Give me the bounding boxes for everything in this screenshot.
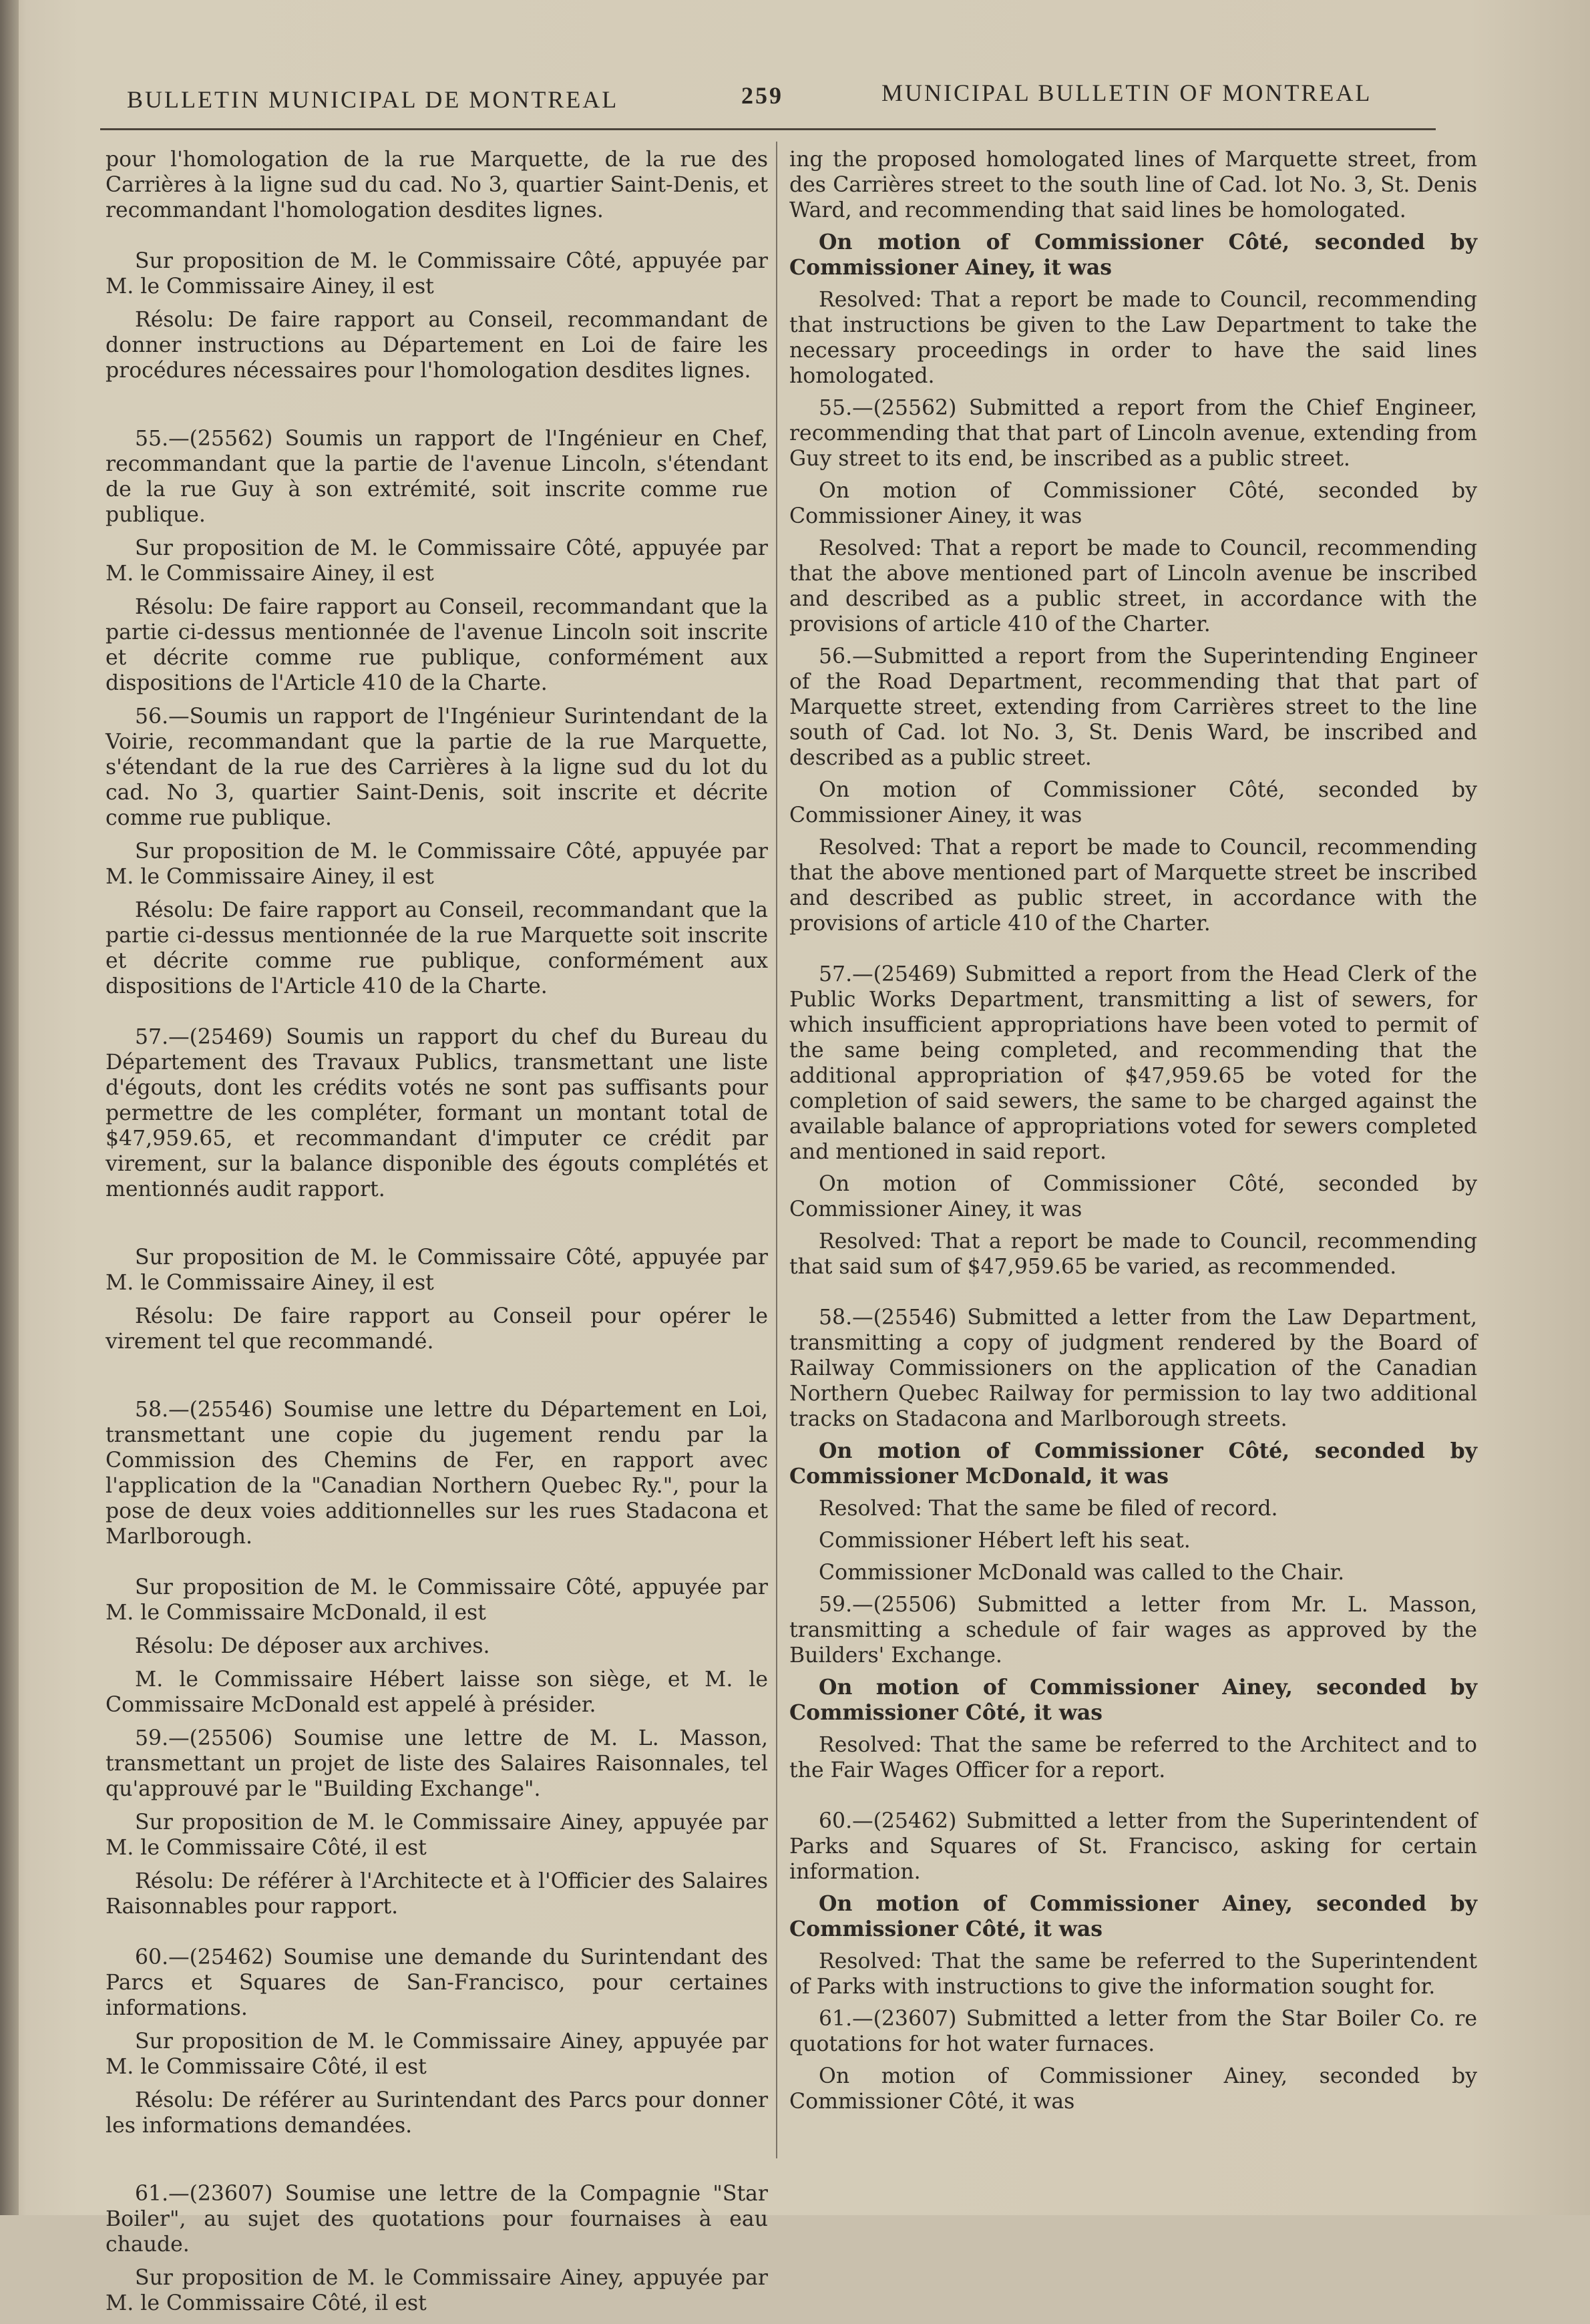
paragraph: On motion of Commissioner Ainey, seconded by Commissioner Côté, it was: [789, 1891, 1477, 1941]
paragraph: 60.—(25462) Soumise une demande du Surintendant des Parcs et Squares de San-Francisco, pour certaines informations.: [106, 1945, 768, 2020]
paragraph: 59.—(25506) Soumise une lettre de M. L. Masson, transmettant un projet de liste des Salaires Raisonnales, tel qu'approuvé par le "Building Exchange".: [106, 1726, 768, 1801]
paragraph: On motion of Commissioner Côté, seconded by Commissioner Ainey, it was: [789, 1172, 1477, 1221]
paragraph: M. le Commissaire Hébert laisse son siège, et M. le Commissaire McDonald est appelé à présider.: [106, 1668, 768, 1717]
paragraph: Commissioner McDonald was called to the Chair.: [819, 1561, 1345, 1585]
paragraph: Resolved: That a report be made to Council, recommending that the above mentioned part of Lincoln avenue be inscribed and described as a public street, in accordance with the provisions of article 410 of the Charter.: [789, 536, 1477, 636]
paragraph: Sur proposition de M. le Commissaire Côté, appuyée par M. le Commissaire Ainey, il est: [106, 1245, 768, 1295]
paragraph: On motion of Commissioner Côté, seconded by Commissioner McDonald, it was: [789, 1438, 1477, 1489]
paragraph: Commissioner Hébert left his seat.: [819, 1529, 1191, 1553]
paragraph: On motion of Commissioner Côté, seconded by Commissioner Ainey, it was: [789, 230, 1477, 280]
header-title-english: MUNICIPAL BULLETIN OF MONTREAL: [881, 79, 1372, 106]
paragraph: Sur proposition de M. le Commissaire Ainey, appuyée par M. le Commissaire Côté, il est: [106, 2029, 768, 2079]
paragraph: pour l'homologation de la rue Marquette, de la rue des Carrières à la ligne sud du cad. No 3, quartier Saint-Denis, et recommandant l'homologation desdites lignes.: [106, 148, 768, 222]
header-title-french: BULLETIN MUNICIPAL DE MONTREAL: [127, 86, 619, 113]
paragraph: Resolved: That a report be made to Council, recommending that instructions be given to the Law Department to take the necessary proceedings in order to have the said lines homologated.: [789, 288, 1477, 388]
paragraph: Sur proposition de M. le Commissaire Ainey, appuyée par M. le Commissaire Côté, il est: [106, 1810, 768, 1860]
paragraph: 59.—(25506) Submitted a letter from Mr. L. Masson, transmitting a schedule of fair wages as approved by the Builders' Exchange.: [789, 1593, 1477, 1668]
paragraph: 56.—Soumis un rapport de l'Ingénieur Surintendant de la Voirie, recommandant que la partie de la rue Marquette, s'étendant de la rue des Carrières à la ligne sud du lot du cad. No 3, quartier Saint-Denis, soit inscrite et décrite comme rue publique.: [106, 705, 768, 830]
paragraph: Résolu: De déposer aux archives.: [135, 1634, 490, 1658]
paragraph: Résolu: De référer au Surintendant des Parcs pour donner les informations demandées.: [106, 2088, 768, 2138]
column-divider: [776, 142, 777, 2158]
paragraph: 61.—(23607) Submitted a letter from the Star Boiler Co. re quotations for hot water furnaces.: [789, 2007, 1477, 2056]
paragraph: 60.—(25462) Submitted a letter from the Superintendent of Parks and Squares of St. Francisco, asking for certain information.: [789, 1809, 1477, 1884]
page-number: 259: [741, 82, 783, 109]
paragraph: Resolved: That a report be made to Council, recommending that said sum of $47,959.65 be varied, as recommended.: [789, 1229, 1477, 1279]
english-column: [789, 147, 1477, 2121]
paragraph: Sur proposition de M. le Commissaire Côté, appuyée par M. le Commissaire Ainey, il est: [106, 536, 768, 586]
paragraph: 55.—(25562) Submitted a report from the Chief Engineer, recommending that that part of Lincoln avenue, extending from Guy street to its end, be inscribed as a public street.: [789, 396, 1477, 471]
paragraph: 58.—(25546) Submitted a letter from the Law Department, transmitting a copy of judgment rendered by the Board of Railway Commissioners on the application of the Canadian Northern Quebec Railway for permission to lay two additional tracks on Stadacona and Marlborough streets.: [789, 1306, 1477, 1431]
paragraph: On motion of Commissioner Côté, seconded by Commissioner Ainey, it was: [789, 479, 1477, 528]
paragraph: Resolved: That the same be referred to the Architect and to the Fair Wages Officer for a report.: [789, 1733, 1477, 1782]
book-spine-shadow: [0, 0, 19, 2215]
paragraph: Resolved: That a report be made to Council, recommending that the above mentioned part of Marquette street be inscribed and described as public street, in accordance with the provisions of article 410 of the Charter.: [789, 835, 1477, 936]
paragraph: Résolu: De faire rapport au Conseil, recommandant que la partie ci-dessus mentionnée de l'avenue Lincoln soit inscrite et décrite comme rue publique, conformément aux dispositions de l'Article 410 de la Charte.: [106, 595, 768, 695]
paragraph: Resolved: That the same be filed of record.: [819, 1497, 1278, 1521]
paragraph: 55.—(25562) Soumis un rapport de l'Ingénieur en Chef, recommandant que la partie de l'avenue Lincoln, s'étendant de la rue Guy à son extrémité, soit inscrite comme rue publique.: [106, 427, 768, 527]
paragraph: On motion of Commissioner Côté, seconded by Commissioner Ainey, it was: [789, 778, 1477, 827]
header-rule: [100, 128, 1436, 130]
paragraph: Résolu: De faire rapport au Conseil, recommandant de donner instructions au Département en Loi de faire les procédures nécessaires pour l'homologation desdites lignes.: [106, 308, 768, 383]
paragraph: Résolu: De faire rapport au Conseil pour opérer le virement tel que recommandé.: [106, 1304, 768, 1354]
paragraph: Sur proposition de M. le Commissaire Ainey, appuyée par M. le Commissaire Côté, il est: [106, 2266, 768, 2315]
page-header: [120, 72, 1442, 126]
paragraph: ing the proposed homologated lines of Marquette street, from des Carrières street to the south line of Cad. lot No. 3, St. Denis Ward, and recommending that said lines be homologated.: [789, 148, 1477, 222]
paragraph: 61.—(23607) Soumise une lettre de la Compagnie "Star Boiler", au sujet des quotations pour fournaises à eau chaude.: [106, 2182, 768, 2257]
paragraph: 58.—(25546) Soumise une lettre du Département en Loi, transmettant une copie du jugement rendu par la Commission des Chemins de Fer, en rapport avec l'application de la "Canadian Northern Quebec Ry.", pour la pose de deux voies additionnelles sur les rues Stadacona et Marlborough.: [106, 1398, 768, 1549]
paragraph: On motion of Commissioner Ainey, seconded by Commissioner Côté, it was: [789, 2064, 1477, 2114]
french-column: [106, 147, 768, 2324]
paragraph: Sur proposition de M. le Commissaire Côté, appuyée par M. le Commissaire McDonald, il est: [106, 1575, 768, 1625]
paragraph: On motion of Commissioner Ainey, seconded by Commissioner Côté, it was: [789, 1675, 1477, 1725]
paragraph: Résolu: De référer à l'Architecte et à l'Officier des Salaires Raisonnables pour rapport.: [106, 1869, 768, 1919]
paragraph: 57.—(25469) Submitted a report from the Head Clerk of the Public Works Department, transmitting a list of sewers, for which insufficient appropriations have been voted to permit of the same being completed, and recommending that the additional appropriation of $47,959.65 be voted for the completion of said sewers, the same to be charged against the available balance of appropriations voted for sewers completed and mentioned in said report.: [789, 962, 1477, 1164]
paragraph: 56.—Submitted a report from the Superintending Engineer of the Road Department, recommending that that part of Marquette street, extending from Carrières street to the line south of Cad. lot No. 3, St. Denis Ward, be inscribed and described as a public street.: [789, 644, 1477, 770]
paragraph: 57.—(25469) Soumis un rapport du chef du Bureau du Département des Travaux Publics, transmettant une liste d'égouts, dont les crédits votés ne sont pas suffisants pour permettre de les compléter, formant un montant total de $47,959.65, et recommandant d'imputer ce crédit par virement, sur la balance disponible des égouts complétés et mentionnés audit rapport.: [106, 1025, 768, 1201]
paragraph: Résolu: De faire rapport au Conseil, recommandant que la partie ci-dessus mentionnée de la rue Marquette soit inscrite et décrite comme rue publique, conformément aux dispositions de l'Article 410 de la Charte.: [106, 898, 768, 998]
paragraph: Sur proposition de M. le Commissaire Côté, appuyée par M. le Commissaire Ainey, il est: [106, 249, 768, 299]
paragraph: Resolved: That the same be referred to the Superintendent of Parks with instructions to give the information sought for.: [789, 1949, 1477, 1999]
paragraph: Sur proposition de M. le Commissaire Côté, appuyée par M. le Commissaire Ainey, il est: [106, 839, 768, 889]
